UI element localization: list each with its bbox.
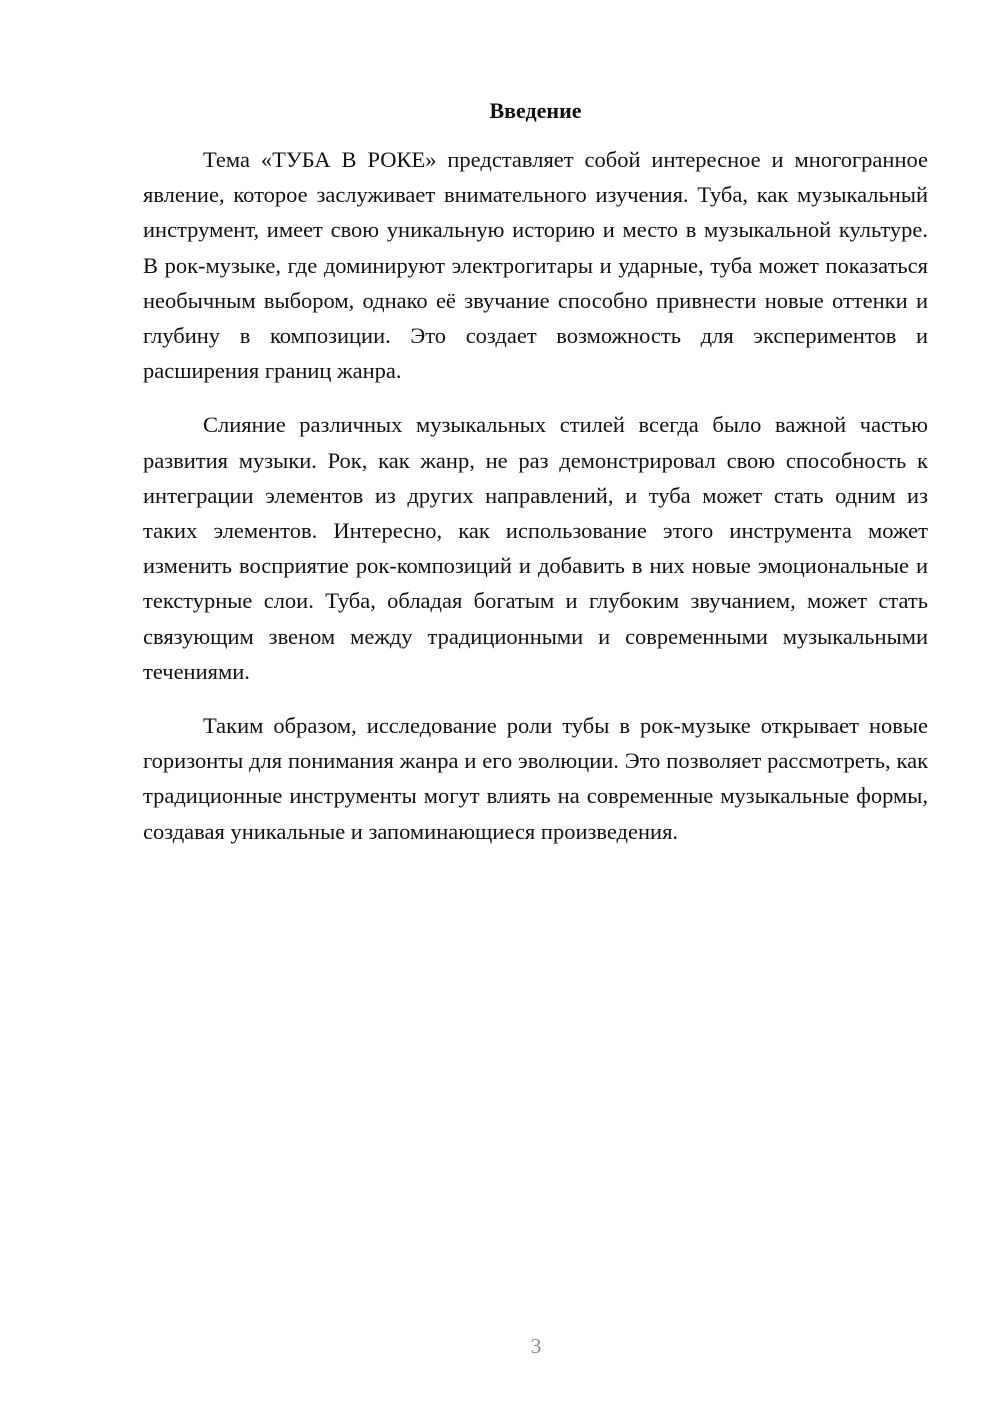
section-heading: Введение bbox=[489, 98, 582, 123]
paragraph-2: Слияние различных музыкальных стилей всегда было важной частью развития музыки. Рок, как жанр, не раз демонстрировал свою способность к интеграции элементов из других направлений, и туба может стать одним из таких элементов. Интересно, как использование этого инструмента может изменить восприятие рок-композиций и добавить в них новые эмоциональные и текстурные слои. Туба, обладая богатым и глубоким звучанием, может стать связующим звеном между традиционными и современными музыкальными течениями. bbox=[143, 412, 928, 684]
paragraph-3: Таким образом, исследование роли тубы в рок-музыке открывает новые горизонты для понимания жанра и его эволюции. Это позволяет рассмотреть, как традиционные инструменты могут влиять на современные музыкальные формы, создавая уникальные и запоминающиеся произведения. bbox=[143, 713, 928, 844]
body-text bbox=[143, 142, 928, 868]
page-number: 3 bbox=[530, 1334, 542, 1358]
paragraph-1: Тема «ТУБА В РОКЕ» представляет собой интересное и многогранное явление, которое заслуживает внимательного изучения. Туба, как музыкальный инструмент, имеет свою уникальную историю и место в музыкальной культуре. В рок-музыке, где доминируют электрогитары и ударные, туба может показаться необычным выбором, однако её звучание способно привнести новые оттенки и глубину в композиции. Это создает возможность для экспериментов и расширения границ жанра. bbox=[143, 147, 928, 384]
